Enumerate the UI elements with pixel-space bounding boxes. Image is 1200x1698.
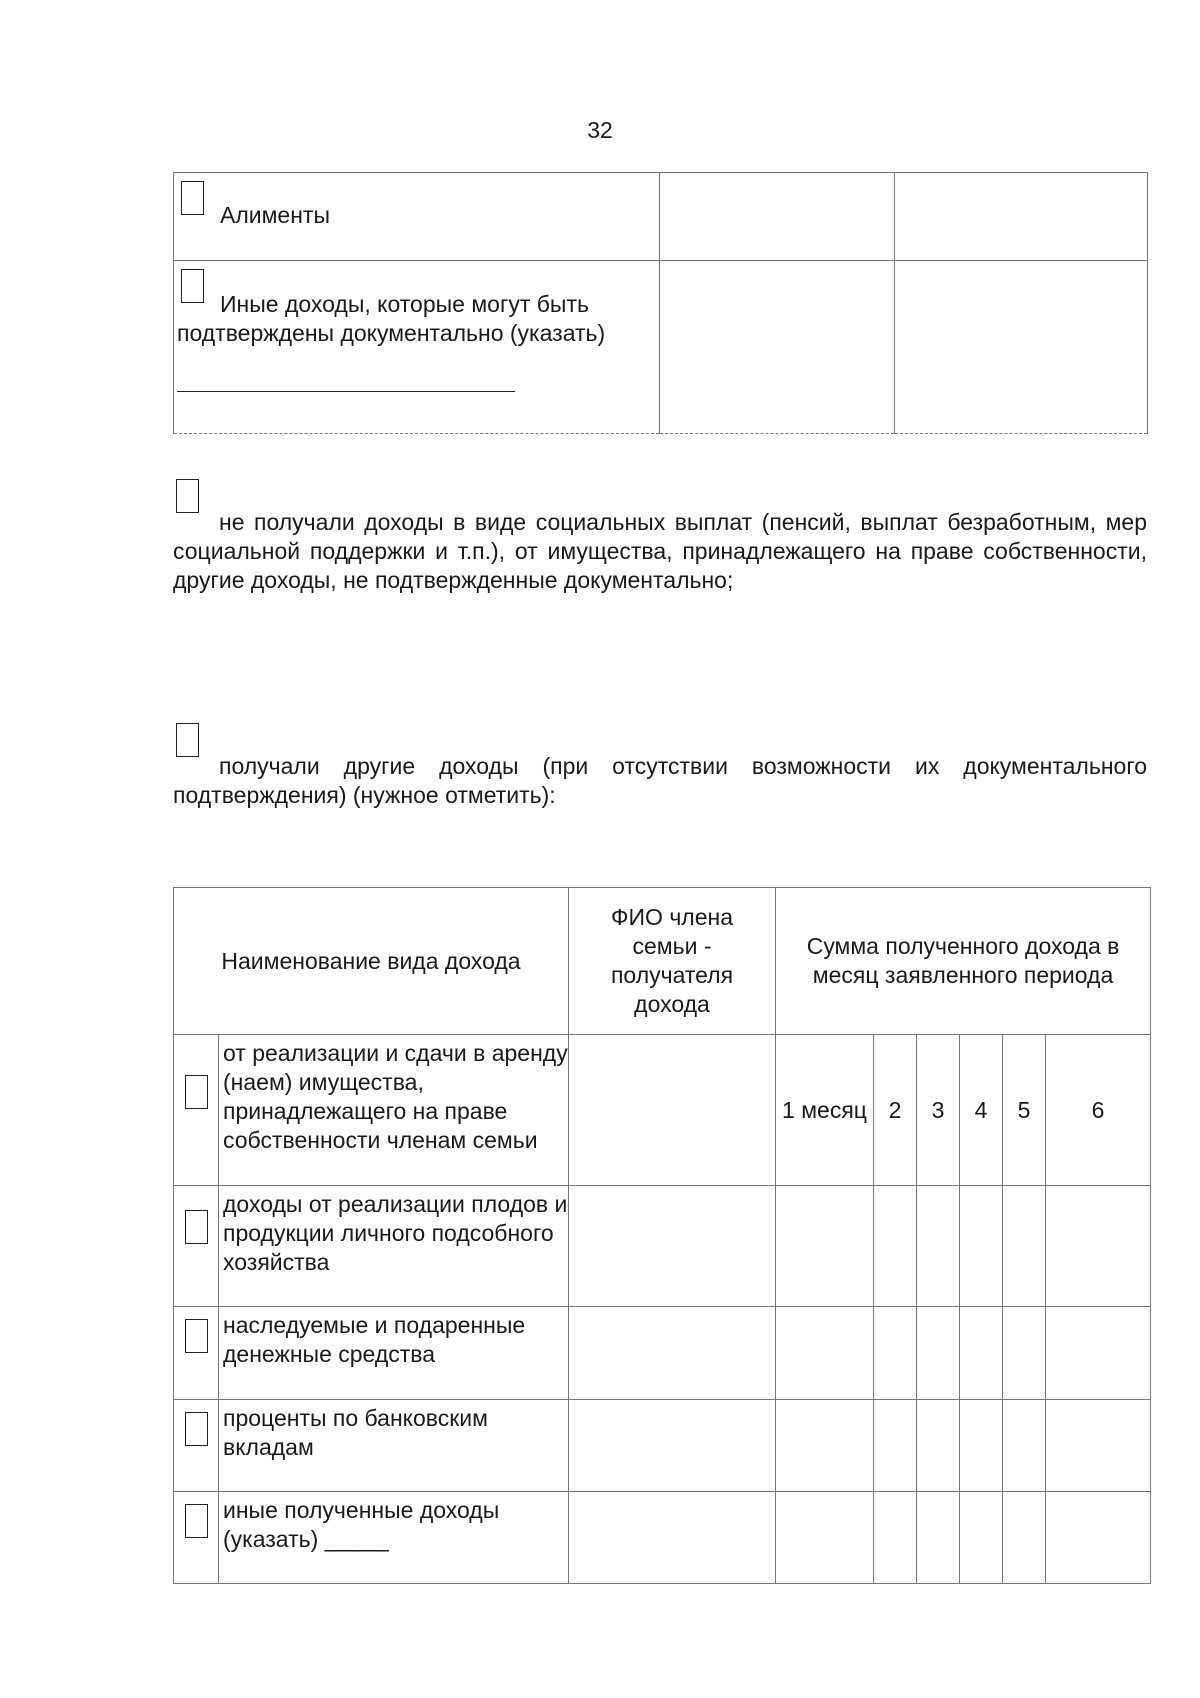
month-label: 6 — [1046, 1035, 1151, 1186]
family-member-cell[interactable] — [569, 1307, 776, 1400]
row-label: иные полученные доходы (указать) _____ — [219, 1492, 569, 1584]
month-label: 3 — [917, 1035, 960, 1186]
sum-header: Сумма полученного дохода в месяц заявленного периода — [776, 888, 1151, 1035]
farm-income-checkbox[interactable] — [185, 1210, 208, 1244]
not-received-paragraph — [173, 508, 1147, 595]
property-income-checkbox[interactable] — [185, 1075, 208, 1109]
family-member-cell[interactable] — [569, 1035, 776, 1186]
amount-cell[interactable] — [917, 1492, 960, 1584]
amount-cell[interactable] — [960, 1186, 1003, 1307]
income-type-cell — [174, 261, 660, 434]
amount-cell[interactable] — [776, 1307, 874, 1400]
month-label: 4 — [960, 1035, 1003, 1186]
amount-cell[interactable] — [895, 261, 1148, 434]
month-label: 1 месяц — [776, 1035, 874, 1186]
amount-cell[interactable] — [1003, 1400, 1046, 1492]
not-received-checkbox[interactable] — [176, 479, 199, 513]
amount-cell[interactable] — [874, 1186, 917, 1307]
month-label: 5 — [1003, 1035, 1046, 1186]
alimony-label: Алименты — [220, 202, 330, 228]
received-checkbox[interactable] — [176, 723, 199, 757]
amount-cell[interactable] — [1046, 1186, 1151, 1307]
amount-cell[interactable] — [917, 1400, 960, 1492]
amount-cell[interactable] — [1046, 1400, 1151, 1492]
amount-cell[interactable] — [960, 1492, 1003, 1584]
not-received-text: не получали доходы в виде социальных выплат (пенсий, выплат безработным, мер социальной поддержки и т.п.), от имущества, принадлежащего на праве собственности, другие доходы, не подтвержденные документально; — [173, 509, 1147, 593]
bank-interest-checkbox[interactable] — [185, 1412, 208, 1446]
amount-cell[interactable] — [917, 1186, 960, 1307]
income-type-cell — [174, 173, 660, 261]
other-income-checkbox[interactable] — [185, 1504, 208, 1538]
amount-cell[interactable] — [776, 1186, 874, 1307]
amount-cell[interactable] — [1003, 1186, 1046, 1307]
amount-cell[interactable] — [660, 173, 895, 261]
amount-cell[interactable] — [1003, 1492, 1046, 1584]
family-member-cell[interactable] — [569, 1186, 776, 1307]
amount-cell[interactable] — [960, 1400, 1003, 1492]
undocumented-income-table — [173, 887, 1151, 1584]
family-member-header: ФИО члена семьи - получателя дохода — [569, 888, 776, 1035]
amount-cell[interactable] — [960, 1307, 1003, 1400]
inherited-funds-checkbox[interactable] — [185, 1319, 208, 1353]
amount-cell[interactable] — [776, 1400, 874, 1492]
row-label: доходы от реализации плодов и продукции личного подсобного хозяйства — [219, 1186, 569, 1307]
amount-cell[interactable] — [874, 1492, 917, 1584]
row-label: проценты по банковским вкладам — [219, 1400, 569, 1492]
amount-cell[interactable] — [776, 1492, 874, 1584]
amount-cell[interactable] — [1046, 1307, 1151, 1400]
amount-cell[interactable] — [917, 1307, 960, 1400]
specify-field[interactable] — [177, 391, 515, 392]
amount-cell[interactable] — [660, 261, 895, 434]
amount-cell[interactable] — [1046, 1492, 1151, 1584]
page-number: 32 — [587, 117, 613, 143]
amount-cell[interactable] — [1003, 1307, 1046, 1400]
amount-cell[interactable] — [874, 1400, 917, 1492]
row-label: от реализации и сдачи в аренду (наем) имущества, принадлежащего на праве собственности членам семьи — [219, 1035, 569, 1186]
amount-cell[interactable] — [874, 1307, 917, 1400]
other-documented-income-label: Иные доходы, которые могут быть подтверждены документально (указать) — [177, 291, 606, 346]
month-label: 2 — [874, 1035, 917, 1186]
amount-cell[interactable] — [895, 173, 1148, 261]
family-member-cell[interactable] — [569, 1400, 776, 1492]
row-label: наследуемые и подаренные денежные средства — [219, 1307, 569, 1400]
alimony-checkbox[interactable] — [181, 181, 204, 215]
received-paragraph — [173, 752, 1147, 810]
income-type-header: Наименование вида дохода — [174, 888, 569, 1035]
received-text: получали другие доходы (при отсутствии возможности их документального подтверждения) (нужное отметить): — [173, 753, 1147, 808]
confirmed-income-table — [173, 172, 1148, 434]
family-member-cell[interactable] — [569, 1492, 776, 1584]
